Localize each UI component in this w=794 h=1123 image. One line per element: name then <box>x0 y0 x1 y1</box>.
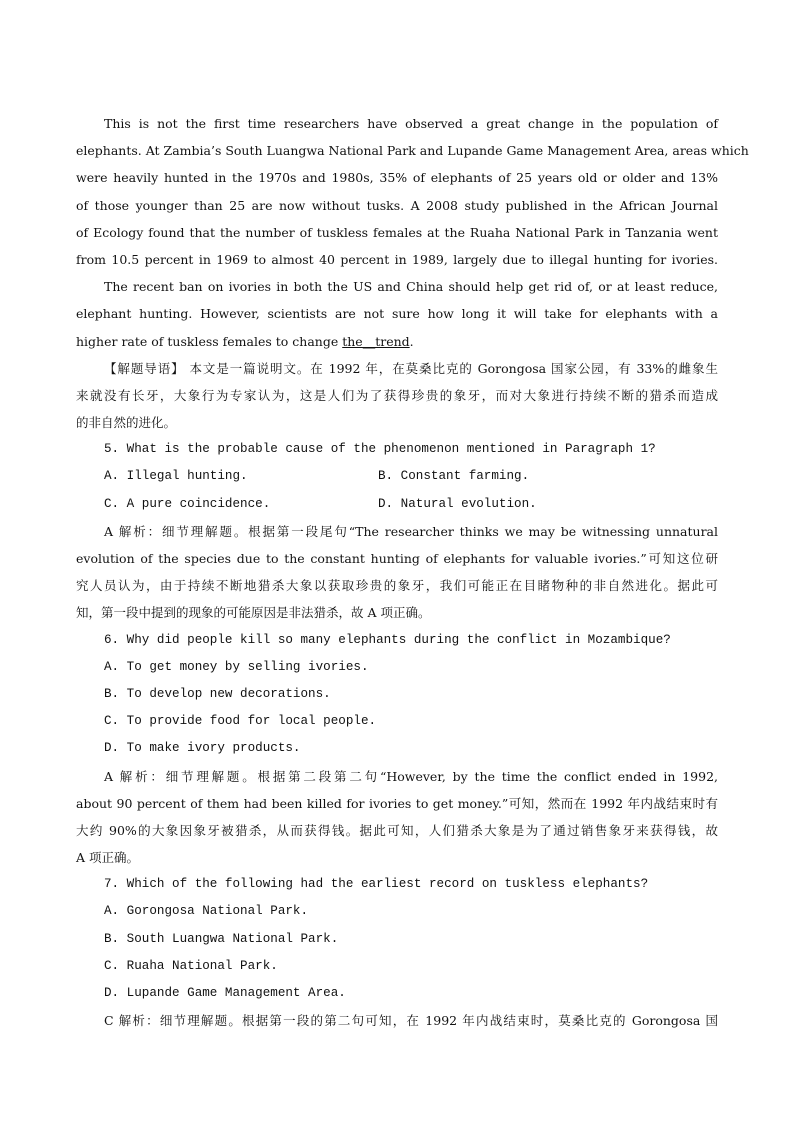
question-5: 5. What is the probable cause of the phenomenon mentioned in Paragraph 1? <box>104 442 656 457</box>
answer-line: A 项正确。 <box>76 850 140 866</box>
option-c: C. To provide food for local people. <box>104 714 377 729</box>
option-b: B. Constant farming. <box>378 469 530 484</box>
question-6: 6. Why did people kill so many elephants during the conflict in Mozambique? <box>104 632 671 647</box>
passage-line: This is not the first time researchers have observed a great change in the population of <box>104 116 718 131</box>
guide-line <box>76 355 718 382</box>
passage-line: The recent ban on ivories in both the US and China should help get rid of, or at least reduce, <box>104 279 718 295</box>
underlined-phrase: the__trend <box>342 333 410 349</box>
option-a: A. Illegal hunting. <box>104 469 248 484</box>
option-b: B. To develop new decorations. <box>104 686 331 701</box>
option-d: D. To make ivory products. <box>104 741 301 756</box>
option-c: C. Ruaha National Park. <box>104 958 278 973</box>
document-page <box>76 110 749 1034</box>
option-b: B. South Luangwa National Park. <box>104 931 339 946</box>
guide-text: 本文是一篇说明文。在 1992 年，在莫桑比克的 Gorongosa 国家公园，有 33%的雌象生 <box>184 360 718 376</box>
passage-line: were heavily hunted in the 1970s and 1980s, 35% of elephants of 25 years old or older and 13% <box>76 170 718 186</box>
answer-line: 究人员认为，由于持续不断地猎杀大象以获取珍贵的象牙，我们可能正在目睹物种的非自然进化。据此可 <box>76 578 718 594</box>
guide-line: 来就没有长牙，大象行为专家认为，这是人们为了获得珍贵的象牙，而对大象进行持续不断的猎杀而造成 <box>76 387 718 403</box>
passage-text: . <box>409 333 414 349</box>
passage-line: elephants. At Zambia’s South Luangwa National Park and Lupande Game Management Area, areas which <box>76 143 749 159</box>
options-row <box>76 491 718 518</box>
option-a: A. To get money by selling ivories. <box>104 659 369 674</box>
answer-line: 大约 90%的大象因象牙被猎杀，从而获得钱。据此可知，人们猎杀大象是为了通过销售象牙来获得钱，故 <box>76 822 718 838</box>
option-c: C. A pure coincidence. <box>104 496 271 511</box>
passage-line: of those younger than 25 are now without tusks. A 2008 study published in the African Journal <box>76 197 718 213</box>
guide-line: 的非自然的进化。 <box>76 415 177 431</box>
passage-text: higher rate of tuskless females to change <box>76 333 343 349</box>
option-d: D. Natural evolution. <box>378 496 537 511</box>
answer-line: A 解析：细节理解题。根据第一段尾句“The researcher thinks we may be witnessing unnatural <box>104 523 718 539</box>
question-7: 7. Which of the following had the earliest record on tuskless elephants? <box>104 877 649 892</box>
option-a: A. Gorongosa National Park. <box>104 904 309 919</box>
answer-line: 知，第一段中提到的现象的可能原因是非法猎杀，故 A 项正确。 <box>76 605 431 621</box>
answer-line: evolution of the species due to the constant hunting of elephants for valuable ivories.”可知这位研 <box>76 551 718 566</box>
passage-line-last <box>76 328 718 355</box>
option-d: D. Lupande Game Management Area. <box>104 986 346 1000</box>
answer-line: C 解析：细节理解题。根据第一段的第二句可知，在 1992 年内战结束时，莫桑比克的 Gorongosa 国 <box>104 1013 718 1029</box>
passage-line: from 10.5 percent in 1969 to almost 40 percent in 1989, largely due to illegal hunting for ivories. <box>76 251 718 267</box>
options-row <box>76 463 718 490</box>
answer-line: about 90 percent of them had been killed for ivories to get money.”可知，然而在 1992 年内战结束时有 <box>76 795 718 811</box>
passage-line: of Ecology found that the number of tuskless females at the Ruaha National Park in Tanzania went <box>76 224 718 240</box>
passage-line: elephant hunting. However, scientists are not sure how long it will take for elephants with a <box>76 306 718 322</box>
answer-line: A 解析：细节理解题。根据第二段第二句“However, by the time the conflict ended in 1992, <box>104 768 718 784</box>
guide-label: 【解题导语】 <box>104 360 185 376</box>
